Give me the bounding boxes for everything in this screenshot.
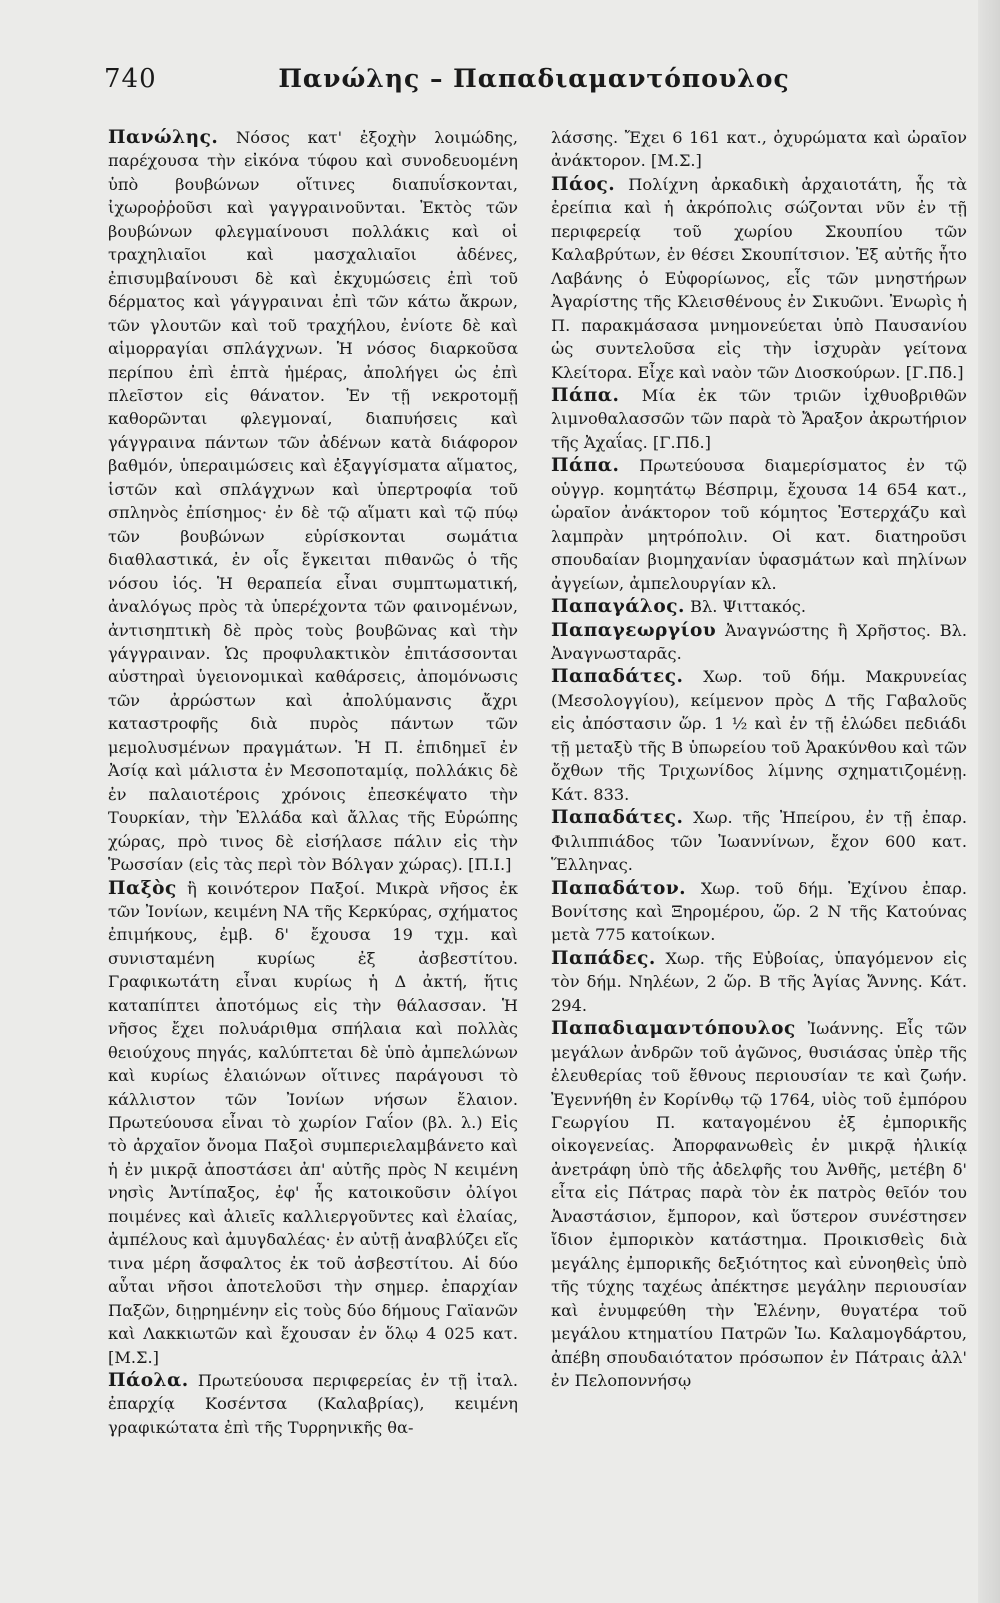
page-number: 740 bbox=[104, 64, 157, 94]
entry-text: Ἀναγνώστης ἢ Χρῆστος. Βλ. Ἀναγνωσταρᾶς. bbox=[551, 620, 967, 663]
entry-text: ἢ κοινότερον Παξοί. Μικρὰ νῆσος ἐκ τῶν Ἰονίων, κειμένη ΝΑ τῆς Κερκύρας, σχήματος ἐπιμήκους, ἐμβ. δ' ἔχουσα 19 τχμ. καὶ συνισταμένη κυρίως ἐξ ἀσβεστίτου. Γραφικωτάτη εἶναι κυρίως ἡ Δ ἀκτή, ἥτις καταπίπτει ἀποτόμως εἰς τὴν θάλασσαν. Ἡ νῆσος ἔχει πολυάριθμα σπήλαια καὶ πολλὰς θειούχους πηγάς, καλύπτεται δὲ ὑπὸ ἀμπελώνων καὶ κυρίως ἐλαιώνων οἵτινες παράγουσι τὸ κάλλιστον τῶν Ἰονίων νήσων ἔλαιον. Πρωτεύουσα εἶναι τὸ χωρίον Γαΐον (βλ. λ.) Εἰς τὸ ἀρχαῖον ὄνομα Παξοὶ συμπεριελαμβάνετο καὶ ἡ ἐν μικρᾷ ἀποστάσει ἀπ' αὐτῆς πρὸς Ν κειμένη νησὶς Ἀντίπαξος, ἐφ' ἧς κατοικοῦσιν ὀλίγοι ποιμένες καὶ ἁλιεῖς καλλιεργοῦντες καὶ ἐλαίας, ἀμπέλους καὶ ἀμυγδαλέας· ἐν αὐτῇ ἀναβλύζει εἴς τινα μέρη ἄσφαλτος ἐκ τοῦ ἀσβεστίτου. Αἱ δύο αὗται νῆσοι ἀποτελοῦσι τὴν σημερ. ἐπαρχίαν Παξῶν, διῃρημένην εἰς τοὺς δύο δήμους Γαϊανῶν καὶ Λακκιωτῶν καὶ ἔχουσαν ἐν ὅλῳ 4 025 κατ. [Μ.Σ.] bbox=[108, 878, 518, 1367]
entry-text: Χωρ. τῆς Εὐβοίας, ὑπαγόμενον εἰς τὸν δήμ. Νηλέων, 2 ὥρ. Β τῆς Ἁγίας Ἄννης. Κάτ. 294. bbox=[551, 948, 967, 1015]
entry-lemma: Παπαδάτες. bbox=[551, 666, 684, 688]
entry-papadates-2 bbox=[551, 806, 967, 876]
entry-papadaton bbox=[551, 877, 967, 947]
entry-lemma: Πάολα. bbox=[108, 1370, 189, 1392]
entry-lemma: Παπαδιαμαντόπουλος bbox=[551, 1018, 796, 1040]
entry-lemma: Παπαδάτον. bbox=[551, 877, 687, 899]
entry-papades bbox=[551, 947, 967, 1017]
entry-text: Πρωτεύουσα διαμερίσματος ἐν τῷ οὑγγρ. κομητάτῳ Βέσπριμ, ἔχουσα 14 654 κατ., ὡραῖον ἀνάκτορον τοῦ κόμητος Ἐστερχάζυ καὶ λαμπρὰν μητρόπολιν. Οἱ κατ. διατηροῦσι σπουδαίαν βιομηχανίαν ὑφασμάτων καὶ πηλίνων ἀγγείων, ἀμπελουργίαν κλ. bbox=[551, 456, 967, 593]
right-column bbox=[551, 126, 967, 1392]
entry-paola bbox=[108, 1369, 518, 1439]
entry-text: Χωρ. τοῦ δήμ. Ἐχίνου ἐπαρ. Βονίτσης καὶ Ξηρομέρου, ὥρ. 2 Ν τῆς Κατούνας μετὰ 775 κατοίκων. bbox=[551, 878, 967, 945]
entry-lemma: Πανώλης. bbox=[108, 127, 219, 148]
entry-papadiamantopoulos bbox=[551, 1017, 967, 1392]
entry-lemma: Πάος. bbox=[551, 173, 616, 195]
entry-lemma: Παπαγάλος. bbox=[551, 596, 685, 618]
running-head: Πανώλης – Παπαδιαμαντόπουλος bbox=[278, 64, 790, 93]
entry-papageorgiou bbox=[551, 619, 967, 666]
entry-papa-town bbox=[551, 454, 967, 595]
entry-text: Πρωτεύουσα περιφερείας ἐν τῇ ἰταλ. ἐπαρχίᾳ Κοσέντσα (Καλαβρίας), κειμένη γραφικώτατα ἐπὶ τῆς Τυρρηνικῆς θα- bbox=[108, 1371, 518, 1437]
entry-lemma: Παπαγεωργίου bbox=[551, 619, 717, 641]
entry-paxos bbox=[108, 877, 518, 1370]
entry-text: Χωρ. τῆς Ἠπείρου, ἐν τῇ ἐπαρ. Φιλιππιάδος τῶν Ἰωαννίνων, ἔχον 600 κατ. Ἕλληνας. bbox=[551, 808, 967, 875]
entry-papagalos bbox=[551, 595, 967, 618]
entry-paos bbox=[551, 173, 967, 384]
page-header bbox=[104, 64, 964, 104]
entry-lemma: Παπαδάτες. bbox=[551, 807, 684, 829]
entry-text: Πολίχνη ἀρκαδικὴ ἀρχαιοτάτη, ἧς τὰ ἐρείπια καὶ ἡ ἀκρόπολις σώζονται νῦν ἐν τῇ περιφερείᾳ τοῦ χωρίου Σκουπίου τῶν Καλαβρύτων, ἐν θέσει Σκουπίτσιον. Ἐξ αὐτῆς ἦτο Λαβάνης ὁ Εὐφορίωνος, εἷς τῶν μνηστήρων Ἀγαρίστης τῆς Κλεισθένους ἐν Σικυῶνι. Ἐνωρὶς ἡ Π. παρακμάσασα μνημονεύεται ὑπὸ Παυσανίου ὡς συντελοῦσα εἰς τὴν ἰσχυρὰν γείτονα Κλείτορα. Εἶχε καὶ ναὸν τῶν Διοσκούρων. [Γ.Πδ.] bbox=[551, 174, 967, 382]
entry-lemma: Παξὸς bbox=[108, 877, 177, 899]
entry-text: Χωρ. τοῦ δήμ. Μακρυνείας (Μεσολογγίου), κείμενον πρὸς Δ τῆς Γαβαλοῦς εἰς ἀπόστασιν ὥρ. 1 ½ καὶ ἐν τῇ ἑλώδει πεδιάδι τῇ μεταξὺ τῆς Β ὑπωρείου τοῦ Ἀρακύνθου καὶ τῶν ὄχθων τῆς Τριχωνίδος λίμνης σχηματιζομένῃ. Κάτ. 833. bbox=[551, 667, 967, 804]
entry-text: λάσσης. Ἔχει 6 161 κατ., ὀχυρώματα καὶ ὡραῖον ἀνάκτορον. [Μ.Σ.] bbox=[551, 128, 967, 171]
page-edge-shadow bbox=[978, 0, 1000, 1603]
entry-lemma: Παπάδες. bbox=[551, 947, 656, 969]
entry-lemma: Πάπα. bbox=[551, 455, 620, 477]
left-column bbox=[108, 126, 518, 1439]
entry-paola-continued bbox=[551, 126, 967, 173]
entry-text: Βλ. Ψιττακός. bbox=[684, 597, 807, 617]
entry-text: Μία ἐκ τῶν τριῶν ἰχθυοβριθῶν λιμνοθαλασσῶν τῶν παρὰ τὸ Ἄραξον ἀκρωτήριον τῆς Ἀχαΐας. [Γ.Πδ.] bbox=[551, 385, 967, 452]
entry-papa-lagoon bbox=[551, 384, 967, 454]
entry-text: Ἰωάννης. Εἷς τῶν μεγάλων ἀνδρῶν τοῦ ἀγῶνος, θυσιάσας ὑπὲρ τῆς ἐλευθερίας τοῦ ἔθνους περιουσίαν τε καὶ ζωήν. Ἐγεννήθη ἐν Κορίνθῳ τῷ 1764, υἱὸς τοῦ ἐμπόρου Γεωργίου Π. καταγομένου ἐξ ἐμπορικῆς οἰκογενείας. Ἀπορφανωθεὶς ἐν μικρᾷ ἡλικίᾳ ἀνετράφη ὑπὸ τῆς ἀδελφῆς του Ἀνθῆς, μετέβη δ' εἶτα εἰς Πάτρας παρὰ τὸν ἐκ πατρὸς θεῖόν του Ἀναστάσιον, ἔμπορον, καὶ ὕστερον συνέστησεν ἴδιον ἐμπορικὸν κατάστημα. Προικισθεὶς διὰ μεγάλης ἐμπορικῆς δεξιότητος καὶ εὐνοηθεὶς ὑπὸ τῆς τύχης ταχέως ἀπέκτησε μεγάλην περιουσίαν καὶ ἐνυμφεύθη τὴν Ἑλένην, θυγατέρα τοῦ μεγάλου κτηματίου Πατρῶν Ἰω. Καλαμογδάρτου, ἀπέβη σπουδαιότατον πρόσωπον ἐν Πάτραις ἀλλ' ἐν Πελοποννήσῳ bbox=[551, 1019, 967, 1391]
entry-text: Νόσος κατ' ἐξοχὴν λοιμώδης, παρέχουσα τὴν εἰκόνα τύφου καὶ συνοδευομένη ὑπὸ βουβώνων οἵτινες διαπυΐσκονται, ἰχωροῤῥοῦσι καὶ γαγγραινοῦνται. Ἐκτὸς τῶν βουβώνων φλεγμαίνουσι πολλάκις καὶ οἱ τραχηλιαῖοι καὶ μασχαλιαῖοι ἀδένες, ἐπισυμβαίνουσι δὲ καὶ ἐκχυμώσεις ἐπὶ τοῦ δέρματος καὶ γάγγραιναι ἐπὶ τῶν κάτω ἄκρων, τῶν γλουτῶν καὶ τοῦ τραχήλου, ἐνίοτε δὲ καὶ αἱμορραγίαι σπλάγχνων. Ἡ νόσος διαρκοῦσα περίπου ἐπὶ ἑπτὰ ἡμέρας, ἀπολήγει ὡς ἐπὶ πλεῖστον εἰς θάνατον. Ἐν τῇ νεκροτομῇ καθορῶνται φλεγμοναί, διαπυήσεις καὶ γάγγραινα πάντων τῶν ἀδένων κατὰ διάφορον βαθμόν, ὑπεραιμώσεις καὶ ἐξαγγίσματα αἵματος, ἱστῶν καὶ σπλάγχνων καὶ ὑπερτροφία τοῦ σπληνὸς ἐπίσημος· ἐν δὲ τῷ αἵματι καὶ τῷ πύῳ τῶν βουβώνων εὑρίσκονται σωμάτια διαθλαστικά, ἐν οἷς ἔγκειται πιθανῶς ὁ τῆς νόσου ἰός. Ἡ θεραπεία εἶναι συμπτωματική, ἀναλόγως πρὸς τὰ ὑπερέχοντα τῶν φαινομένων, ἀντισηπτικὴ δὲ πρὸς τοὺς βουβῶνας καὶ τὴν γάγγραιναν. Ὡς προφυλακτικὸν ἐπιτάσσονται αὐστηραὶ ὑγειονομικαὶ καθάρσεις, ἀπομόνωσις τῶν ἀρρώστων καὶ ἀπολύμανσις ἄχρι καταστροφῆς διὰ πυρὸς πάντων τῶν μεμολυσμένων πραγμάτων. Ἡ Π. ἐπιδημεῖ ἐν Ἀσίᾳ καὶ μάλιστα ἐν Μεσοποταμίᾳ, πολλάκις δὲ ἐν παλαιοτέροις χρόνοις ἐπεσκέψατο τὴν Τουρκίαν, τὴν Ἑλλάδα καὶ ἄλλας τῆς Εὐρώπης χώρας, πρὸ τινος δὲ εἰσήλασε πάλιν εἰς τὴν Ῥωσσίαν (εἰς τὰς περὶ τὸν Βόλγαν χώρας). [Π.Ι.] bbox=[108, 128, 518, 875]
entry-lemma: Πάπα. bbox=[551, 384, 620, 406]
entry-papadates-1 bbox=[551, 665, 967, 806]
entry-panolis bbox=[108, 126, 518, 877]
